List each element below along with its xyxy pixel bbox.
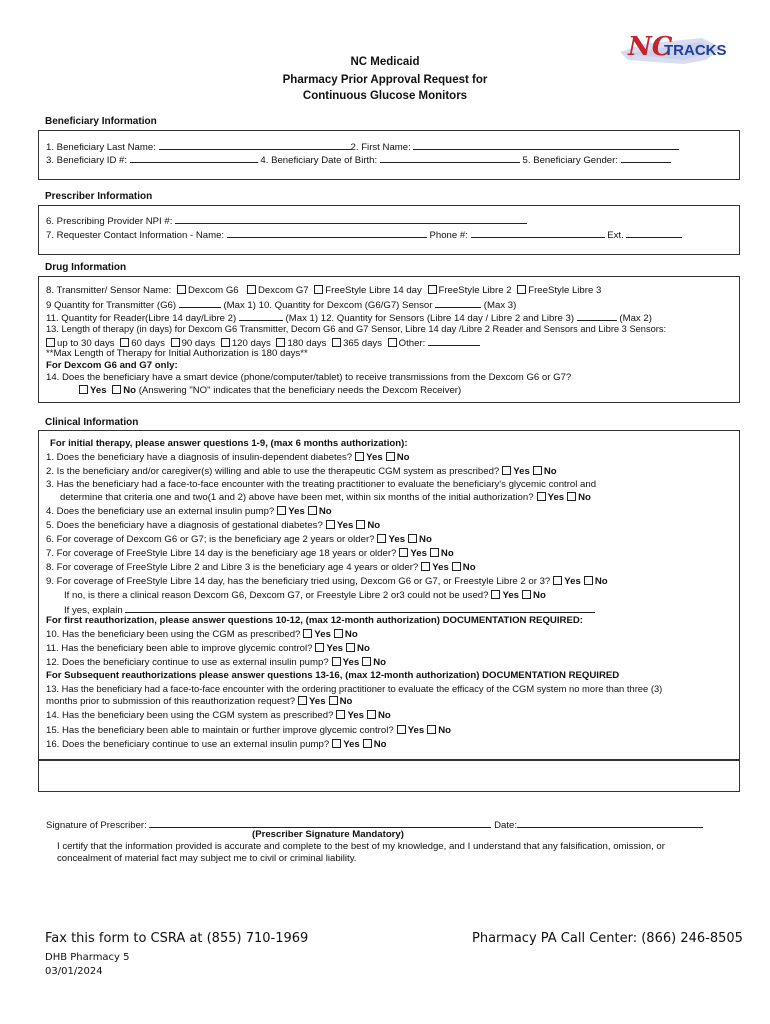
clinical-q12 [46, 657, 386, 669]
q14-no-label: No [123, 385, 137, 396]
checkbox-180-days[interactable] [276, 338, 285, 347]
q9-yes-checkbox[interactable] [553, 576, 562, 585]
q9-explain-field[interactable] [125, 603, 595, 613]
dob-label: 4. Beneficiary Date of Birth: [260, 155, 378, 166]
drug-section-title: Drug Information [45, 262, 127, 273]
q10-no: No [344, 629, 358, 640]
q2-yes-checkbox[interactable] [502, 466, 511, 475]
q4-yes-checkbox[interactable] [277, 506, 286, 515]
phone-field[interactable] [471, 228, 605, 238]
clinical-q15 [46, 725, 451, 737]
ext-field[interactable] [626, 228, 682, 238]
q9-field[interactable] [179, 298, 221, 308]
drug-q8 [46, 285, 601, 297]
org-name: NC Medicaid [350, 56, 420, 68]
ext-label: Ext. [607, 230, 624, 241]
signature-date-label: Date: [494, 820, 518, 831]
q12-max: (Max 2) [619, 313, 652, 324]
clinical-q13b [46, 696, 352, 708]
q10-field[interactable] [435, 298, 481, 308]
q13-no-checkbox[interactable] [329, 696, 338, 705]
q8-yes-checkbox[interactable] [421, 562, 430, 571]
q12-field[interactable] [577, 311, 617, 321]
certify-line-1: I certify that the information provided is accurate and complete to the best of my knowledge, and I understand that any falsification, omission, or [57, 841, 665, 852]
q10-label: (Max 1) 10. Quantity for Dexcom (G6/G7) Sensor [223, 300, 433, 311]
first-reauth-heading: For first reauthorization, please answer questions 10-12, (max 12-month authorization) DOCUMENTATION REQUIRED: [46, 615, 583, 626]
q6-yes-checkbox[interactable] [377, 534, 386, 543]
q9sub-no-checkbox[interactable] [522, 590, 531, 599]
option-120-days: 120 days [231, 338, 271, 349]
q13-no: No [339, 696, 353, 707]
q5-no: No [367, 520, 381, 531]
phone-label: Phone #: [429, 230, 468, 241]
q5-text: 5. Does the beneficiary have a diagnosis of gestational diabetes? [46, 520, 323, 531]
q8-label: 8. Transmitter/ Sensor Name: [46, 285, 172, 296]
checkbox-90-days[interactable] [171, 338, 180, 347]
clinical-q8 [46, 562, 476, 574]
beneficiary-row-1 [46, 140, 679, 154]
clinical-q3b [60, 492, 591, 504]
q8-yes: Yes [432, 562, 449, 573]
q14-yes-label: Yes [90, 385, 107, 396]
clinical-q5 [46, 520, 380, 532]
q1-text: 1. Does the beneficiary have a diagnosis of insulin-dependent diabetes? [46, 452, 353, 463]
q3-no-checkbox[interactable] [567, 492, 576, 501]
clinical-q2 [46, 466, 557, 478]
checkbox-30-days[interactable] [46, 338, 55, 347]
q14c-yes: Yes [347, 710, 364, 721]
q15-no-checkbox[interactable] [427, 725, 436, 734]
q2-no-checkbox[interactable] [533, 466, 542, 475]
q16-no-checkbox[interactable] [363, 739, 372, 748]
q3-yes-checkbox[interactable] [537, 492, 546, 501]
q2-yes: Yes [513, 466, 530, 477]
q13-yes: Yes [309, 696, 326, 707]
q14c-yes-checkbox[interactable] [336, 710, 345, 719]
q11-text: 11. Has the beneficiary been able to improve glycemic control? [46, 643, 313, 654]
q7-yes-checkbox[interactable] [399, 548, 408, 557]
q7-no-checkbox[interactable] [430, 548, 439, 557]
q1-no-checkbox[interactable] [386, 452, 395, 461]
q8-no-checkbox[interactable] [452, 562, 461, 571]
gender-field[interactable] [621, 153, 671, 163]
q10-max: (Max 3) [483, 300, 517, 311]
q15-no: No [438, 725, 452, 736]
option-libre-2: FreeStyle Libre 2 [438, 285, 512, 296]
q9sub-yes: Yes [502, 590, 520, 601]
q16-yes-checkbox[interactable] [332, 739, 341, 748]
clinical-q6 [46, 534, 432, 546]
q1-yes-checkbox[interactable] [355, 452, 364, 461]
option-30-days: up to 30 days [57, 338, 115, 349]
q8-text: 8. For coverage of FreeStyle Libre 2 and Libre 3 is the beneficiary age 4 years or older? [46, 562, 419, 573]
q7-text: 7. For coverage of FreeStyle Libre 14 day is the beneficiary age 18 years or older? [46, 548, 397, 559]
q8-no: No [462, 562, 476, 573]
q1-no: No [396, 452, 410, 463]
checkbox-dexcom-g7[interactable] [247, 285, 256, 294]
q4-no: No [318, 506, 332, 517]
first-name-field[interactable] [413, 140, 679, 150]
clinical-q7 [46, 548, 454, 560]
clinical-q16 [46, 739, 387, 751]
dob-field[interactable] [380, 153, 520, 163]
q14-yes-checkbox[interactable] [79, 385, 88, 394]
q13-yes-checkbox[interactable] [298, 696, 307, 705]
q15-text: 15. Has the beneficiary been able to maintain or further improve glycemic control? [46, 725, 394, 736]
checkbox-dexcom-g6[interactable] [177, 285, 186, 294]
signature-field[interactable] [149, 818, 491, 828]
q14-no-checkbox[interactable] [112, 385, 121, 394]
q15-yes: Yes [407, 725, 425, 736]
q7-yes: Yes [410, 548, 427, 559]
option-dexcom-g7: Dexcom G7 [257, 285, 309, 296]
q9-label: 9 Quantity for Transmitter (G6) [46, 300, 177, 311]
q14c-no-checkbox[interactable] [367, 710, 376, 719]
q10-no-checkbox[interactable] [334, 629, 343, 638]
q12-yes: Yes [342, 657, 360, 668]
q12-no: No [373, 657, 386, 668]
clinical-q10 [46, 629, 358, 641]
dexcom-only-heading: For Dexcom G6 and G7 only: [46, 360, 178, 371]
q14-note: (Answering "NO" indicates that the beneficiary needs the Dexcom Receiver) [138, 385, 462, 396]
beneficiary-id-field[interactable] [130, 153, 258, 163]
call-center-number: Pharmacy PA Call Center: (866) 246-8505 [472, 931, 743, 946]
npi-field[interactable] [175, 214, 527, 224]
q12-label: (Max 1) 12. Quantity for Sensors (Libre 14 day / Libre 2 and Libre 3) [285, 313, 575, 324]
clinical-q9-sub [64, 590, 546, 602]
last-name-label: 1. Beneficiary Last Name: [46, 142, 156, 153]
prescriber-row-2 [46, 228, 682, 242]
q10-yes: Yes [314, 629, 331, 640]
q11-yes: Yes [326, 643, 344, 654]
q11-no: No [357, 643, 370, 654]
q7-no: No [440, 548, 454, 559]
option-90-days: 90 days [181, 338, 216, 349]
checkbox-libre-14[interactable] [314, 285, 323, 294]
q11-yes-checkbox[interactable] [315, 643, 324, 652]
last-name-field[interactable] [159, 140, 351, 150]
clinical-q14 [46, 710, 391, 722]
q5-no-checkbox[interactable] [356, 520, 365, 529]
clinical-q9 [46, 576, 608, 588]
q9sub-no: No [533, 590, 546, 601]
clinical-q13a: 13. Has the beneficiary had a face-to-face encounter with the ordering practitioner to evaluate the efficacy of the CGM system no more than three (3) [46, 683, 663, 694]
option-365-days: 365 days [343, 338, 382, 349]
clinical-q3a: 3. Has the beneficiary had a face-to-face encounter with the treating practitioner to evaluate the beneficiary's glycemic control and [46, 479, 597, 490]
q6-text: 6. For coverage of Dexcom G6 or G7; is the beneficiary age 2 years or older? [46, 534, 375, 545]
fax-number: Fax this form to CSRA at (855) 710-1969 [45, 931, 309, 946]
logo-tracks: TRACKS [664, 42, 727, 59]
q1-yes: Yes [366, 452, 383, 463]
checkbox-365-days[interactable] [332, 338, 341, 347]
option-60-days: 60 days [131, 338, 165, 349]
q14c-no: No [377, 710, 391, 721]
checkbox-60-days[interactable] [120, 338, 129, 347]
title-line-1: Pharmacy Prior Approval Request for [282, 74, 488, 86]
q9-yes: Yes [564, 576, 581, 587]
option-libre-3: FreeStyle Libre 3 [528, 285, 602, 296]
contact-name-label: 7. Requester Contact Information - Name: [46, 230, 225, 241]
option-dexcom-g6: Dexcom G6 [187, 285, 239, 296]
title-line-2: Continuous Glucose Monitors [302, 90, 468, 102]
q3-no: No [578, 492, 591, 503]
clinical-notes-box[interactable] [38, 760, 740, 792]
drug-q14: 14. Does the beneficiary have a smart device (phone/computer/tablet) to receive transmissions from the Dexcom G6 or G7? [46, 372, 572, 383]
form-code: DHB Pharmacy 5 [45, 952, 130, 963]
q16-text: 16. Does the beneficiary continue to use an external insulin pump? [46, 739, 330, 750]
drug-q9-q10 [46, 298, 516, 312]
other-days-field[interactable] [428, 336, 480, 346]
q2-text: 2. Is the beneficiary and/or caregiver(s) willing and able to use the therapeutic CGM system as prescribed? [46, 466, 500, 477]
prescriber-section-title: Prescriber Information [45, 191, 153, 202]
q12-text: 12. Does the beneficiary continue to use as external insulin pump? [46, 657, 329, 668]
checkbox-libre-3[interactable] [517, 285, 526, 294]
q9-no-checkbox[interactable] [584, 576, 593, 585]
beneficiary-section-title: Beneficiary Information [45, 116, 157, 127]
q4-yes: Yes [288, 506, 305, 517]
option-180-days: 180 days [287, 338, 327, 349]
q10-text: 10. Has the beneficiary been using the CGM as prescribed? [46, 629, 301, 640]
checkbox-120-days[interactable] [221, 338, 230, 347]
q6-yes: Yes [388, 534, 406, 545]
subsequent-reauth-heading: For Subsequent reauthorizations please answer questions 13-16, (max 12-month authorization) DOCUMENTATION REQUIRED [46, 670, 620, 681]
npi-label: 6. Prescribing Provider NPI #: [46, 216, 173, 227]
checkbox-other[interactable] [388, 338, 397, 347]
clinical-q4 [46, 506, 332, 518]
form-date: 03/01/2024 [45, 966, 103, 977]
gender-label: 5. Beneficiary Gender: [522, 155, 618, 166]
drug-q14-answer [76, 385, 461, 397]
prescriber-row-1 [46, 214, 527, 228]
contact-name-field[interactable] [227, 228, 427, 238]
max-length-note: **Max Length of Therapy for Initial Authorization is 180 days** [46, 348, 308, 359]
q9sub-yes-checkbox[interactable] [491, 590, 500, 599]
signature-mandatory: (Prescriber Signature Mandatory) [252, 829, 404, 840]
initial-therapy-heading: For initial therapy, please answer questions 1-9, (max 6 months authorization): [50, 438, 408, 449]
beneficiary-id-label: 3. Beneficiary ID #: [46, 155, 128, 166]
q15-yes-checkbox[interactable] [397, 725, 406, 734]
q9-no: No [594, 576, 608, 587]
first-name-label: 2. First Name: [350, 142, 411, 153]
signature-date-field[interactable] [517, 818, 703, 828]
logo-nc: NC [628, 32, 673, 62]
q5-yes-checkbox[interactable] [326, 520, 335, 529]
clinical-q11 [46, 643, 370, 655]
certify-line-2: concealment of material fact may subject me to civil or criminal liability. [57, 853, 357, 864]
q2-no: No [543, 466, 557, 477]
q11-field[interactable] [239, 311, 283, 321]
q14c-text: 14. Has the beneficiary been using the CGM system as prescribed? [46, 710, 334, 721]
q12-no-checkbox[interactable] [362, 657, 371, 666]
q6-no-checkbox[interactable] [408, 534, 417, 543]
option-other: Other: [398, 338, 426, 349]
q5-yes: Yes [336, 520, 354, 531]
q16-no: No [373, 739, 387, 750]
q6-no: No [419, 534, 432, 545]
q11-no-checkbox[interactable] [346, 643, 355, 652]
q4-no-checkbox[interactable] [308, 506, 317, 515]
q9-text: 9. For coverage of FreeStyle Libre 14 day, has the beneficiary tried using, Dexcom G6 or G7, or Freestyle Libre 2 or 3? [46, 576, 551, 587]
q12-yes-checkbox[interactable] [332, 657, 341, 666]
checkbox-libre-2[interactable] [428, 285, 437, 294]
q3-text: determine that criteria one and two(1 and 2) above have been met, within six months of the initial authorization? [60, 492, 534, 503]
q16-yes: Yes [343, 739, 360, 750]
beneficiary-row-2 [46, 153, 671, 167]
option-libre-14: FreeStyle Libre 14 day [325, 285, 422, 296]
q11-label: 11. Quantity for Reader(Libre 14 day/Libre 2) [46, 313, 237, 324]
q4-text: 4. Does the beneficiary use an external insulin pump? [46, 506, 275, 517]
signature-label: Signature of Prescriber: [46, 820, 147, 831]
q13-text: months prior to submission of this reauthorization request? [46, 696, 296, 707]
clinical-section-title: Clinical Information [45, 417, 139, 428]
q9-sub-text: If no, is there a clinical reason Dexcom G6, Dexcom G7, or Freestyle Libre 2 or3 could not be used? [64, 590, 489, 601]
q3-yes: Yes [547, 492, 565, 503]
clinical-q1 [46, 452, 410, 464]
drug-q13: 13. Length of therapy (in days) for Dexcom G6 Transmitter, Decom G6 and G7 Sensor, Libre 14 day /Libre 2 Reader and Sensors and Libre 3 Sensors: [46, 324, 667, 334]
q10-yes-checkbox[interactable] [303, 629, 312, 638]
q9-explain-label: If yes, explain [64, 605, 123, 616]
